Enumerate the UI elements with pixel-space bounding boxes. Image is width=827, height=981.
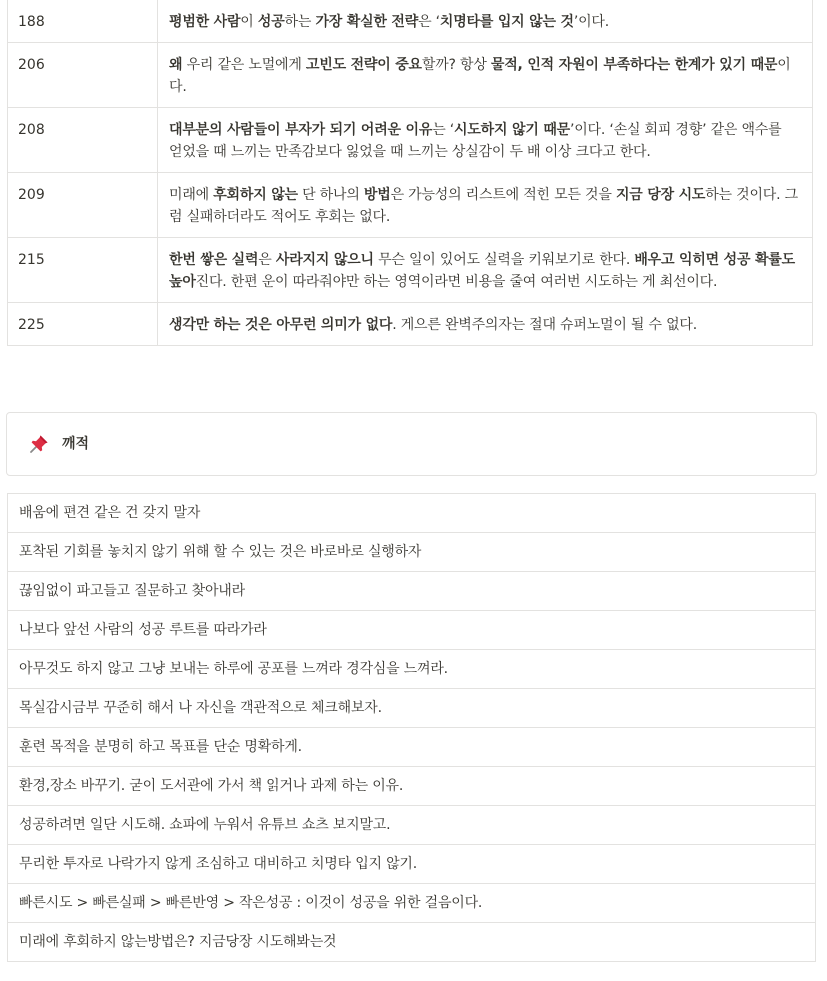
quote-text: ’이다. xyxy=(573,14,609,30)
quote-row xyxy=(8,0,813,43)
quote-highlight-text: 대부분의 사람들이 부자가 되기 어려운 이유 xyxy=(169,122,433,138)
note-cell: 환경,장소 바꾸기. 굳이 도서관에 가서 책 읽거나 과제 하는 이유. xyxy=(8,767,816,806)
quote-highlight-text: 물적, 인적 자원이 부족하다는 한계가 있기 때문 xyxy=(490,57,778,73)
quote-text: 은 xyxy=(258,252,276,268)
quote-highlight-text: 한번 쌓은 실력 xyxy=(169,252,259,268)
note-cell: 빠른시도 > 빠른실패 > 빠른반영 > 작은성공 : 이것이 성공을 위한 걸음이다. xyxy=(8,884,816,923)
quote-text-cell xyxy=(158,0,813,43)
quote-text: . 게으른 완벽주의자는 절대 슈퍼노멀이 될 수 없다. xyxy=(392,317,697,333)
quote-text: 미래에 xyxy=(169,187,214,203)
notes-table xyxy=(7,493,816,962)
quote-text: 은 가능성의 리스트에 적힌 모든 것을 xyxy=(390,187,616,203)
note-row xyxy=(8,533,816,572)
quote-highlight-text: 사라지지 않으니 xyxy=(275,252,374,268)
quote-row xyxy=(8,43,813,108)
quote-text: 는 ‘ xyxy=(432,122,455,138)
note-row xyxy=(8,494,816,533)
page-number-cell: 225 xyxy=(8,303,158,346)
pushpin-icon xyxy=(27,432,51,456)
quote-highlight-text: 방법 xyxy=(363,187,391,203)
quote-text: 하는 xyxy=(284,14,316,30)
quote-text: 할까? 항상 xyxy=(421,57,491,73)
quote-highlight-text: 고빈도 전략이 중요 xyxy=(305,57,422,73)
page-number-cell: 188 xyxy=(8,0,158,43)
note-row xyxy=(8,572,816,611)
note-cell: 무리한 투자로 나락가지 않게 조심하고 대비하고 치명타 입지 않기. xyxy=(8,845,816,884)
note-cell: 끊임없이 파고들고 질문하고 찾아내라 xyxy=(8,572,816,611)
quote-highlight-text: 평범한 사람 xyxy=(169,14,241,30)
quote-highlight-text: 생각만 하는 것은 아무런 의미가 없다 xyxy=(169,317,393,333)
note-row xyxy=(8,884,816,923)
quote-highlight-text: 성공 xyxy=(257,14,285,30)
quote-text: 단 하나의 xyxy=(297,187,364,203)
quote-table xyxy=(7,0,813,346)
note-row xyxy=(8,923,816,962)
quote-text-cell xyxy=(158,303,813,346)
quote-table-body xyxy=(8,0,813,346)
note-row xyxy=(8,728,816,767)
quote-highlight-text: 지금 당장 시도 xyxy=(615,187,706,203)
note-cell: 나보다 앞선 사람의 성공 루트를 따라가라 xyxy=(8,611,816,650)
quote-text: 은 ‘ xyxy=(418,14,440,30)
quote-highlight-text: 가장 확실한 전략 xyxy=(315,14,419,30)
note-cell: 배움에 편견 같은 건 갖지 말자 xyxy=(8,494,816,533)
quote-text-cell xyxy=(158,108,813,173)
note-cell: 목실감시금부 꾸준히 해서 나 자신을 객관적으로 체크해보자. xyxy=(8,689,816,728)
page-number-cell: 208 xyxy=(8,108,158,173)
note-cell: 훈련 목적을 분명히 하고 목표를 단순 명확하게. xyxy=(8,728,816,767)
note-cell: 아무것도 하지 않고 그냥 보내는 하루에 공포를 느껴라 경각심을 느껴라. xyxy=(8,650,816,689)
quote-highlight-text: 왜 xyxy=(169,57,183,73)
note-row xyxy=(8,806,816,845)
quote-highlight-text: 후회하지 않는 xyxy=(213,187,298,203)
quote-text: 무슨 일이 있어도 실력을 키워보기로 한다. xyxy=(373,252,635,268)
quote-row xyxy=(8,108,813,173)
quote-text-cell xyxy=(158,173,813,238)
callout-title: 깨적 xyxy=(62,436,90,452)
quote-text: 하는 것이다. 그럼 실패하더라도 적어도 후회는 없다. xyxy=(169,187,798,225)
quote-row xyxy=(8,303,813,346)
quote-row xyxy=(8,238,813,303)
note-row xyxy=(8,689,816,728)
quote-text: 진다. 한편 운이 따라줘야만 하는 영역이라면 비용을 줄여 여러번 시도하는 게 최선이다. xyxy=(195,274,718,290)
note-cell: 미래에 후회하지 않는방법은? 지금당장 시도해봐는것 xyxy=(8,923,816,962)
quote-row xyxy=(8,173,813,238)
quote-text: ’이다. ‘손실 회피 경향’ 같은 액수를 얻었을 때 느끼는 만족감보다 잃었을 때 느끼는 상실감이 두 배 이상 크다고 한다. xyxy=(169,122,782,160)
note-row xyxy=(8,611,816,650)
quote-text: 우리 같은 노멀에게 xyxy=(182,57,306,73)
quote-text: 이 xyxy=(240,14,258,30)
notes-table-body xyxy=(8,494,816,962)
quote-text: 이다. xyxy=(169,57,791,95)
quote-highlight-text: 치명타를 입지 않는 것 xyxy=(439,14,574,30)
page-number-cell: 206 xyxy=(8,43,158,108)
note-row xyxy=(8,767,816,806)
callout-block xyxy=(6,412,817,476)
note-cell: 성공하려면 일단 시도해. 쇼파에 누워서 유튜브 쇼츠 보지말고. xyxy=(8,806,816,845)
note-cell: 포착된 기회를 놓치지 않기 위해 할 수 있는 것은 바로바로 실행하자 xyxy=(8,533,816,572)
page-number-cell: 215 xyxy=(8,238,158,303)
quote-text-cell xyxy=(158,43,813,108)
quote-text-cell xyxy=(158,238,813,303)
quote-highlight-text: 시도하지 않기 때문 xyxy=(454,122,570,138)
note-row xyxy=(8,845,816,884)
quote-highlight-text: 배우고 익히면 성공 확률도 높아 xyxy=(169,252,795,290)
page-number-cell: 209 xyxy=(8,173,158,238)
note-row xyxy=(8,650,816,689)
